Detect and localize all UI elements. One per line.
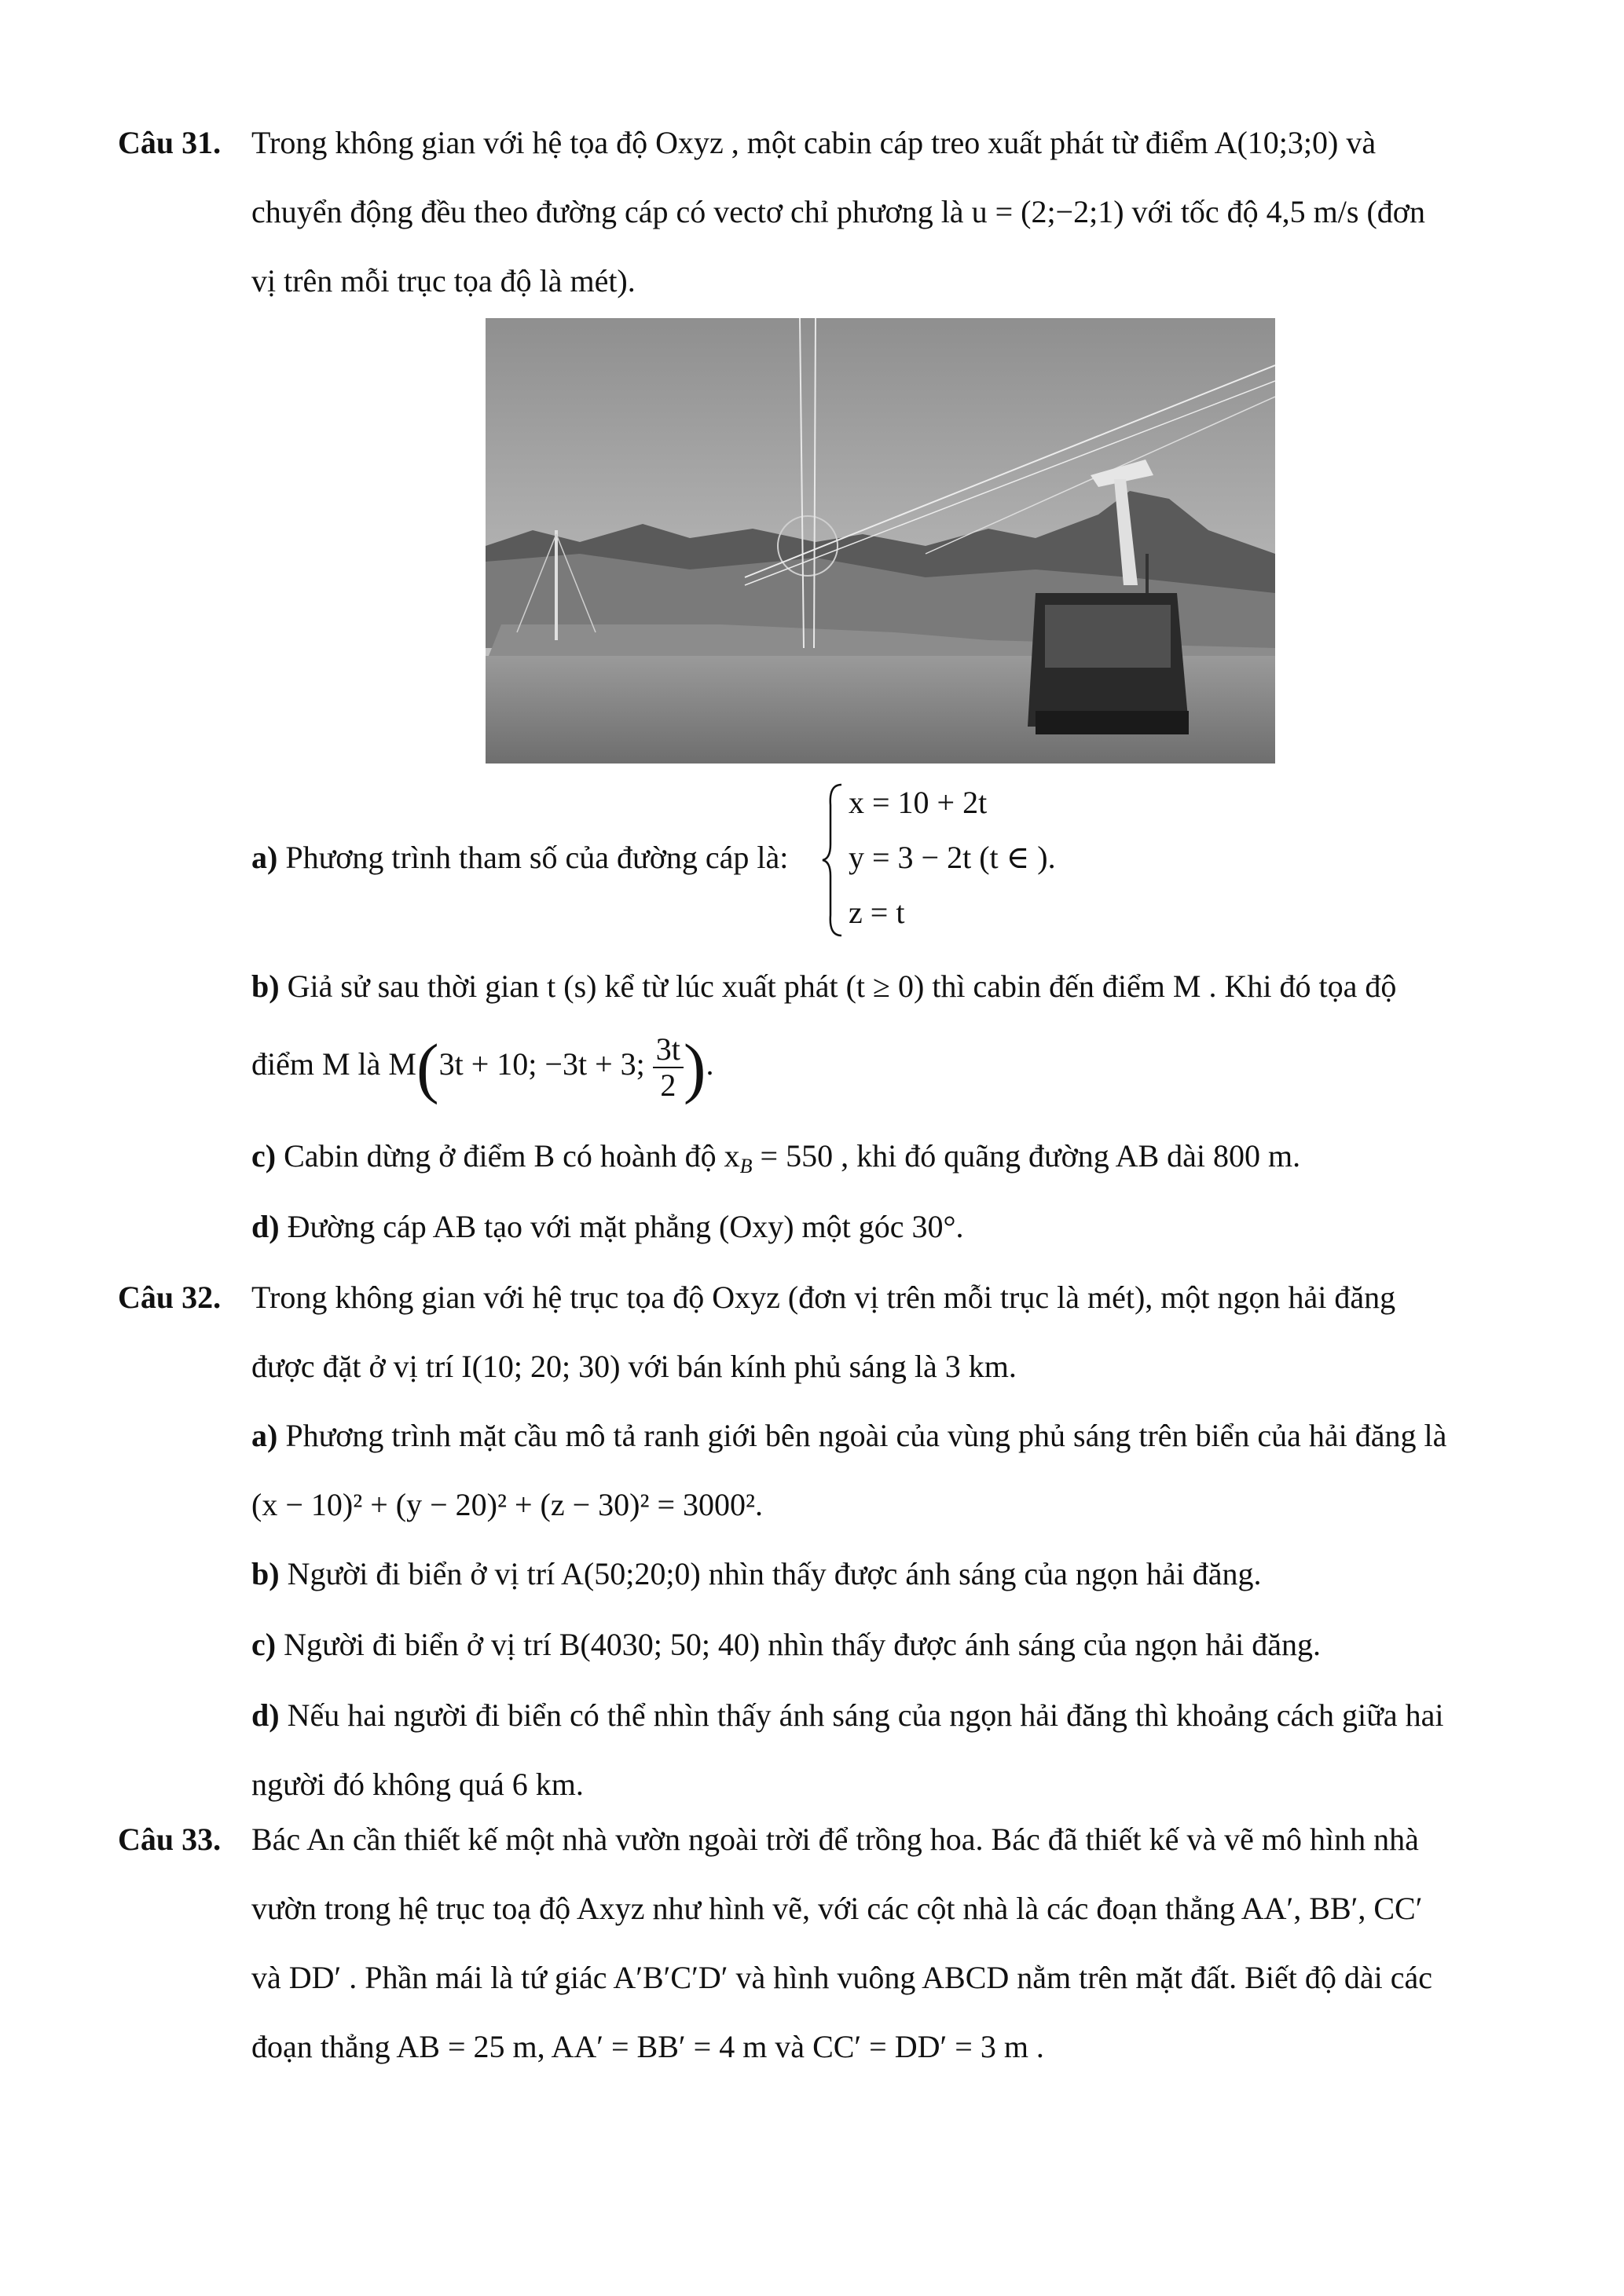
q31-d-label: d): [251, 1209, 280, 1244]
q32-part-a: [251, 1417, 1446, 1454]
q31-b-fraction-den: 2: [660, 1067, 676, 1103]
q33-line-3: và DD′ . Phần mái là tứ giác A′B′C′D′ và hình vuông ABCD nằm trên mặt đất. Biết độ dài các: [251, 1960, 1432, 1995]
cable-car-photo: [486, 318, 1275, 764]
q31-a-label: a): [251, 840, 278, 875]
q32-d-label: d): [251, 1697, 280, 1733]
q32-d-line-1: Nếu hai người đi biển có thể nhìn thấy ánh sáng của ngọn hải đăng thì khoảng cách giữa hai: [287, 1697, 1444, 1733]
q31-system-line-3: z = t: [849, 895, 905, 930]
q33-line-2: vườn trong hệ trục toạ độ Axyz như hình vẽ, với các cột nhà là các đoạn thẳng AA′, BB′, CC′: [251, 1891, 1423, 1926]
question-33-label: Câu 33.: [118, 1822, 222, 1857]
q31-line-3: vị trên mỗi trục tọa độ là mét).: [251, 263, 636, 298]
question-32-label: Câu 32.: [118, 1280, 222, 1315]
q33-line-4: đoạn thẳng AB = 25 m, AA′ = BB′ = 4 m và CC′ = DD′ = 3 m .: [251, 2029, 1044, 2064]
q32-a-text: Phương trình mặt cầu mô tả ranh giới bên ngoài của vùng phủ sáng trên biển của hải đăng là: [285, 1418, 1447, 1453]
q31-b-line-2: điểm M là M(3t + 10; −3t + 3; $\frac{3t}{2}$ ).: [251, 1029, 714, 1105]
q31-a-text: Phương trình tham số của đường cáp là:: [285, 840, 789, 875]
q31-d-text: Đường cáp AB tạo với mặt phẳng (Oxy) một góc 30°.: [287, 1209, 964, 1244]
q32-b-label: b): [251, 1556, 280, 1591]
q32-part-b: [251, 1555, 1262, 1592]
system-brace: [821, 782, 845, 939]
q31-b-coords: 3t + 10; −3t + 3;: [438, 1046, 645, 1082]
q31-c-text: Cabin dừng ở điểm B có hoành độ x: [284, 1138, 740, 1174]
q31-line-2: chuyển động đều theo đường cáp có vectơ chỉ phương là u = (2;−2;1) với tốc độ 4,5 m/s (đơn: [251, 194, 1425, 229]
q31-b-label: b): [251, 969, 280, 1004]
q31-b-fraction-num: 3t: [653, 1032, 684, 1068]
q32-part-d: [251, 1697, 1443, 1734]
q32-d-line-2: người đó không quá 6 km.: [251, 1767, 584, 1802]
q31-system-line-2: y = 3 − 2t (t ∈ ).: [849, 840, 1056, 875]
q32-c-text: Người đi biển ở vị trí B(4030; 50; 40) nhìn thấy được ánh sáng của ngọn hải đăng.: [284, 1627, 1322, 1662]
q32-line-2: được đặt ở vị trí I(10; 20; 30) với bán kính phủ sáng là 3 km.: [251, 1349, 1017, 1384]
q32-part-c: [251, 1626, 1321, 1663]
q31-c-label: c): [251, 1138, 277, 1174]
q31-c-text-2: = 550 , khi đó quãng đường AB dài 800 m.: [752, 1138, 1301, 1174]
q33-line-1: Bác An cần thiết kế một nhà vườn ngoài trời để trồng hoa. Bác đã thiết kế và vẽ mô hình nhà: [251, 1822, 1419, 1857]
q32-a-equation: (x − 10)² + (y − 20)² + (z − 30)² = 3000².: [251, 1487, 763, 1522]
q32-line-1: Trong không gian với hệ trục tọa độ Oxyz (đơn vị trên mỗi trục là mét), một ngọn hải đăng: [251, 1280, 1396, 1315]
q31-b-fraction: [653, 1032, 684, 1103]
q31-b-point-prefix: điểm M là M: [251, 1046, 416, 1082]
q32-c-label: c): [251, 1627, 277, 1662]
q31-c-subscript: B: [739, 1155, 753, 1177]
q31-b-line-1: Giả sử sau thời gian t (s) kể từ lúc xuất phát (t ≥ 0) thì cabin đến điểm M . Khi đó tọa độ: [287, 969, 1397, 1004]
question-31-label: Câu 31.: [118, 125, 222, 160]
q32-b-text: Người đi biển ở vị trí A(50;20;0) nhìn thấy được ánh sáng của ngọn hải đăng.: [287, 1556, 1262, 1591]
q32-a-label: a): [251, 1418, 278, 1453]
q31-system-line-1: x = 10 + 2t: [849, 785, 988, 820]
q31-line-1: Trong không gian với hệ tọa độ Oxyz , một cabin cáp treo xuất phát từ điểm A(10;3;0) và: [251, 125, 1377, 160]
